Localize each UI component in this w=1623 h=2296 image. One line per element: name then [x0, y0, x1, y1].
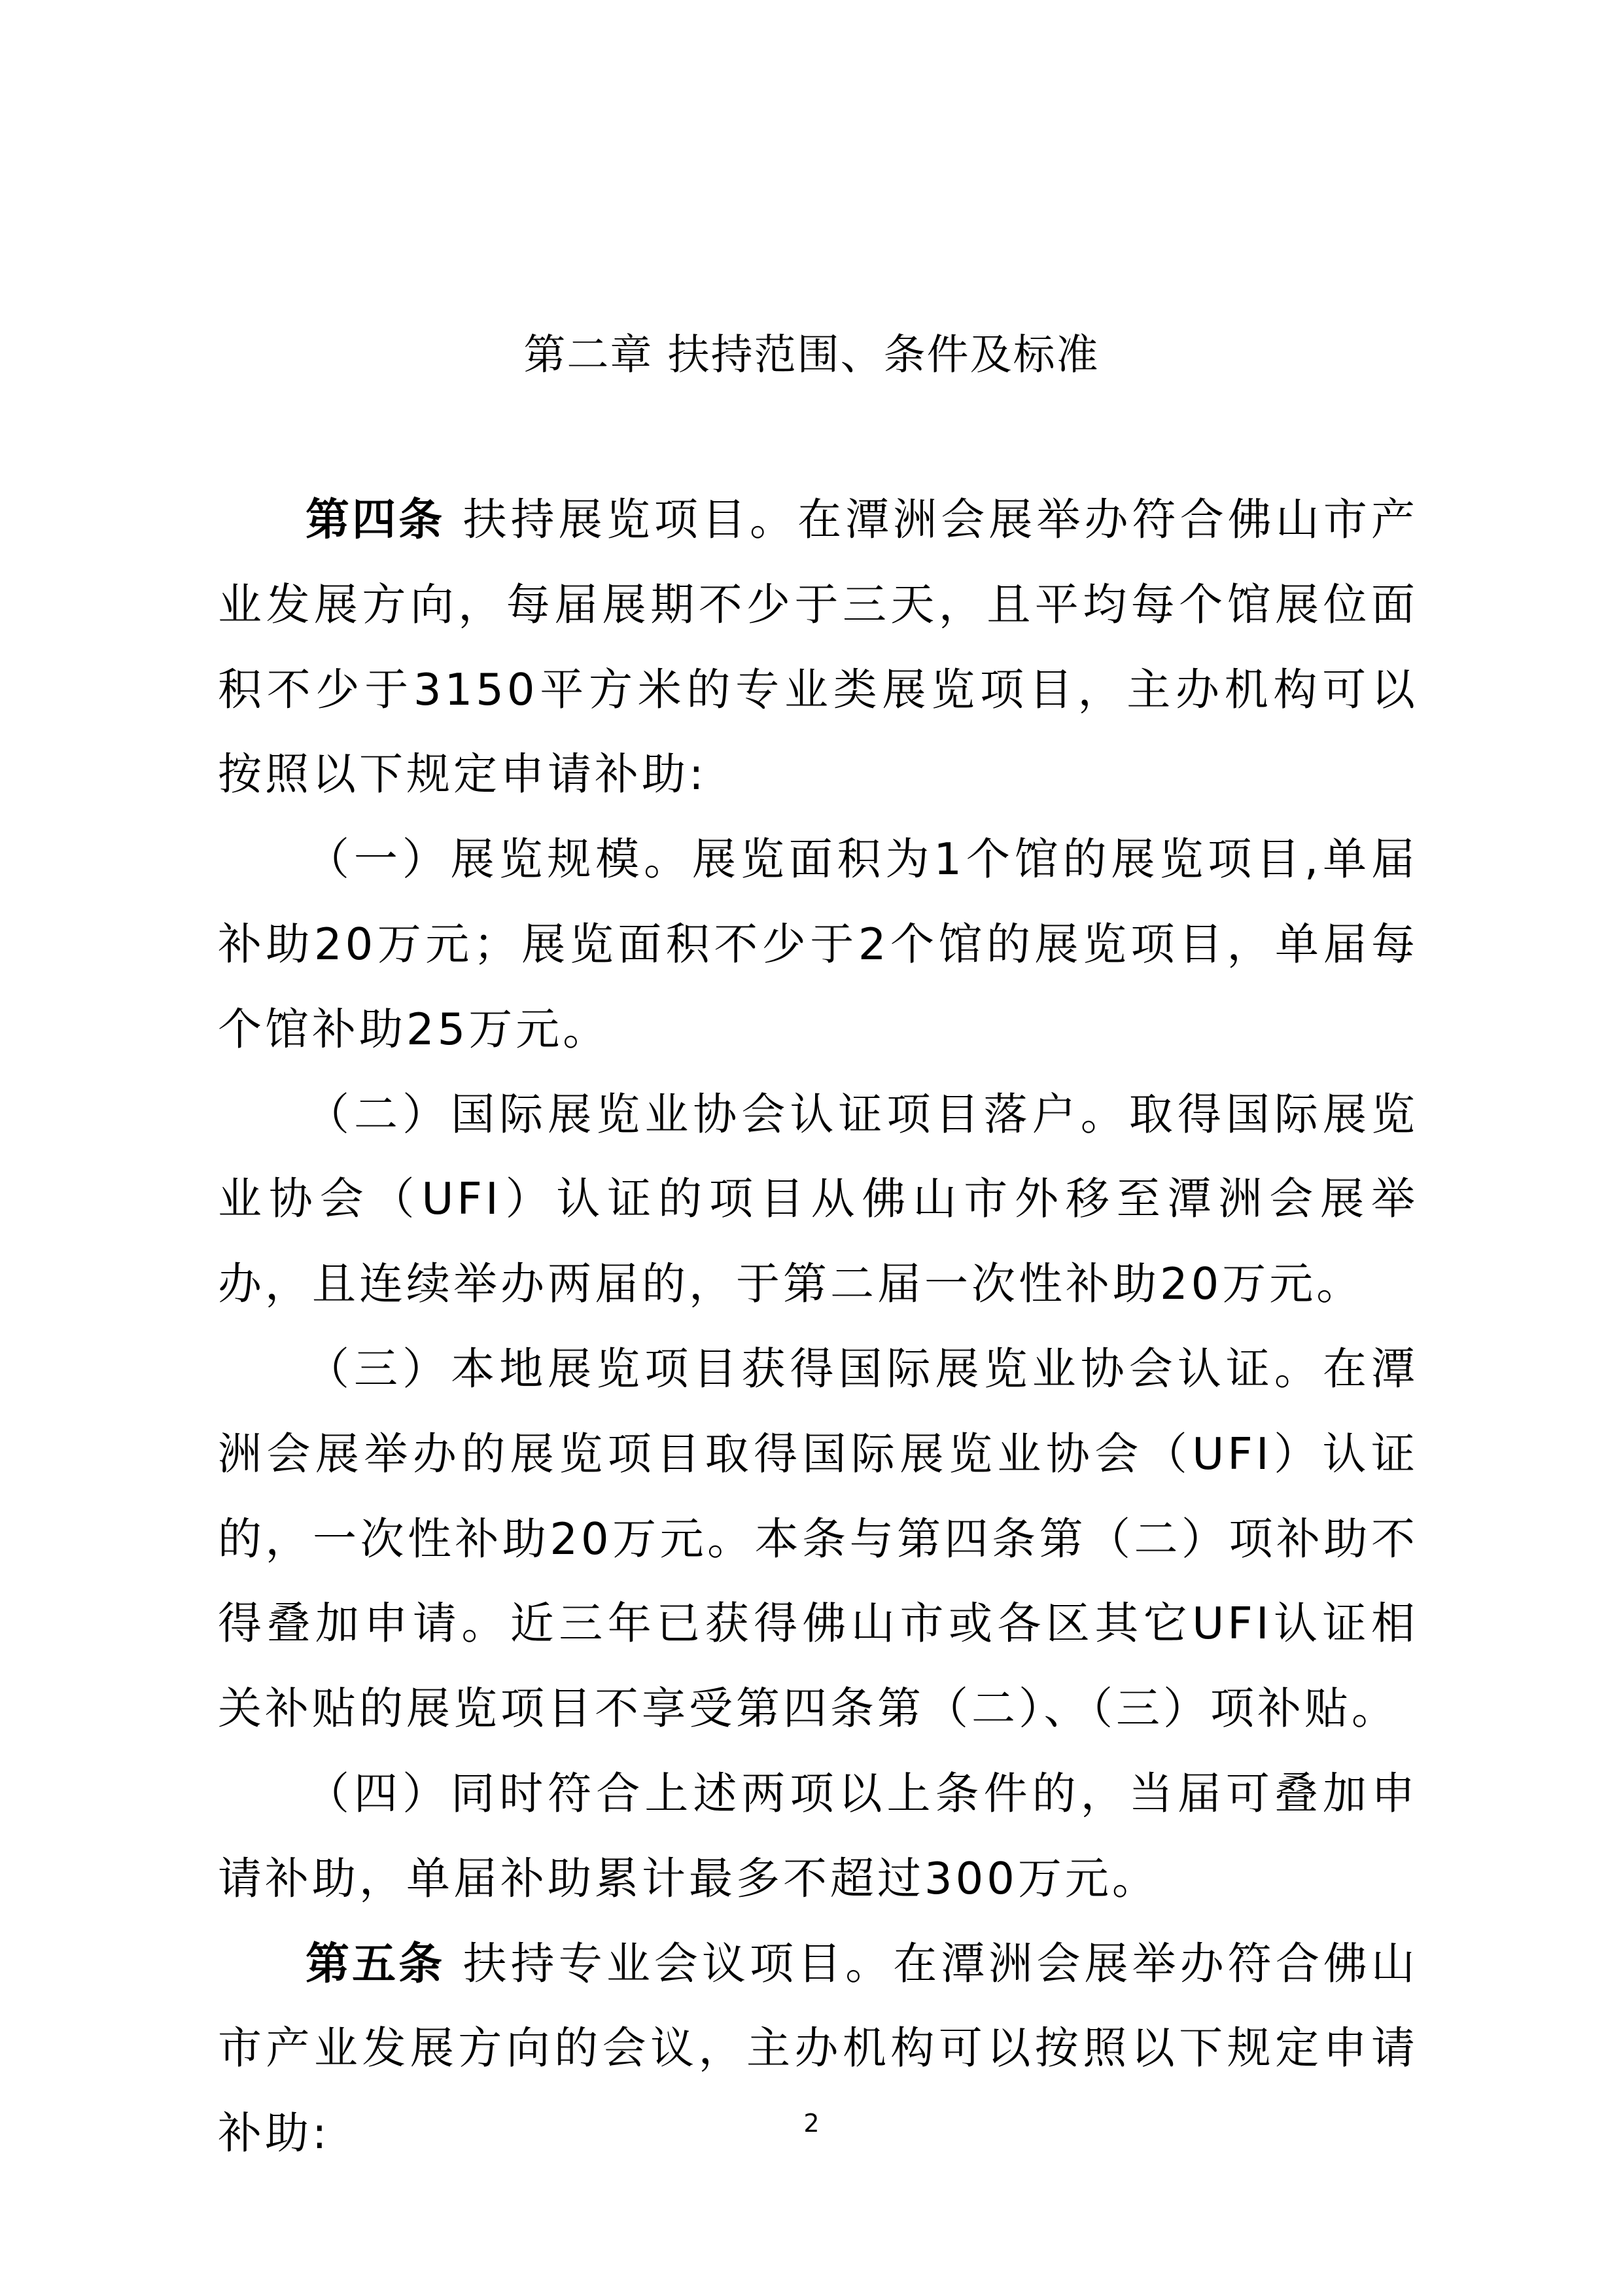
article-4-text: 扶持展览项目。在潭洲会展举办符合佛山市产业发展方向，每届展期不少于三天，且平均每个馆展位面积不少于3150平方米的专业类展览项目，主办机构可以按照以下规定申请补助: [218, 494, 1419, 800]
article-5-label: 第五条 [305, 1937, 445, 1989]
chapter-title: 第二章 扶持范围、条件及标准 [523, 331, 1100, 380]
article-5-text: 扶持专业会议项目。在潭洲会展举办符合佛山市产业发展方向的会议，主办机构可以按照以下规定申请补助: [218, 1937, 1419, 2159]
article-4-item-3: （三）本地展览项目获得国际展览业协会认证。在潭洲会展举办的展览项目取得国际展览业协会（UFI）认证的，一次性补助20万元。本条与第四条第（二）项补助不得叠加申请。近三年已获得佛山市或各区其它UFI认证相关补贴的展览项目不享受第四条第（二）、（三）项补贴。 [218, 1343, 1418, 1735]
article-4-item-2: （二）国际展览业协会认证项目落户。取得国际展览业协会（UFI）认证的项目从佛山市外移至潭洲会展举办，且连续举办两届的，于第二届一次性补助20万元。 [218, 1088, 1418, 1310]
article-4-item-1: （一）展览规模。展览面积为1个馆的展览项目,单届补助20万元；展览面积不少于2个馆的展览项目，单届每个馆补助25万元。 [218, 834, 1418, 1055]
article-4-label: 第四条 [305, 494, 445, 545]
body-text [218, 478, 1418, 2176]
page-number: 2 [803, 2109, 820, 2138]
article-4-item-4: （四）同时符合上述两项以上条件的，当届可叠加申请补助，单届补助累计最多不超过300万元。 [218, 1767, 1418, 1904]
article-4-paragraph [218, 478, 1418, 817]
